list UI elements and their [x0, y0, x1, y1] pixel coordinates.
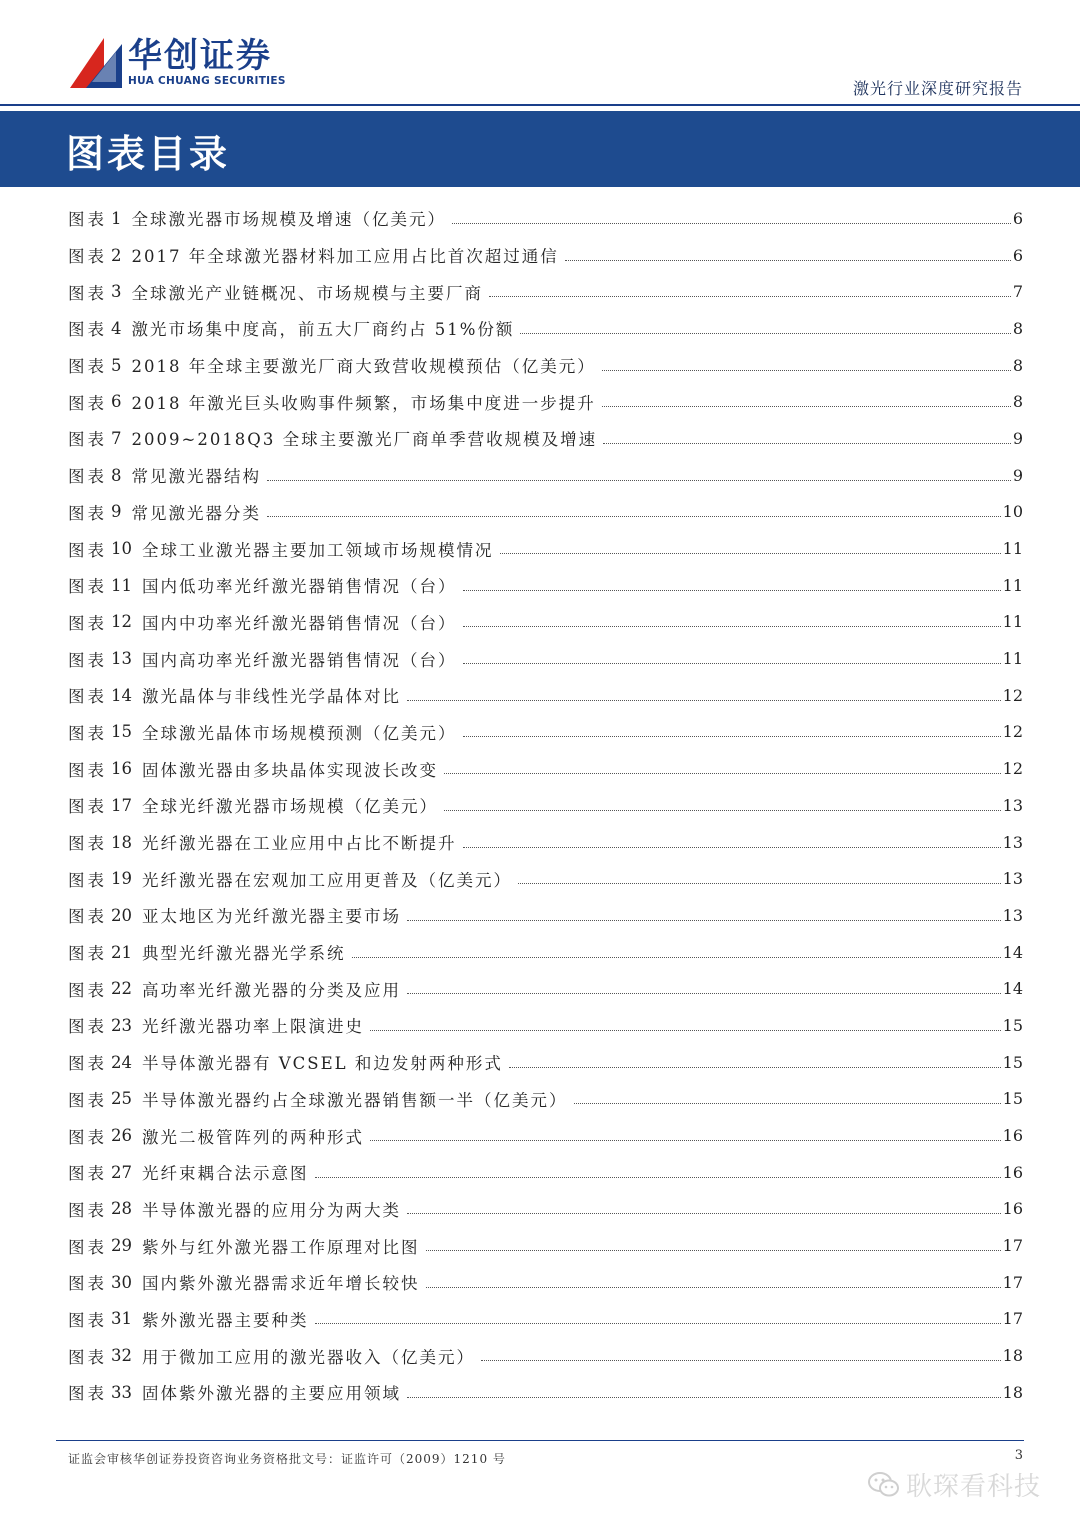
toc-entry-label: 图表: [68, 1310, 107, 1330]
toc-entry-title: 半导体激光器有 VCSEL 和边发射两种形式: [142, 1054, 503, 1074]
toc-entry-label: 图表: [68, 797, 107, 817]
toc-entry-label: 图表: [68, 1017, 107, 1037]
toc-entry[interactable]: [68, 200, 1023, 237]
toc-entry-title: 2009~2018Q3 全球主要激光厂商单季营收规模及增速: [131, 430, 598, 450]
toc-entry-page: 11: [1002, 575, 1023, 595]
toc-entry-page: 13: [1002, 869, 1023, 889]
toc-entry[interactable]: [68, 273, 1023, 310]
toc-entry[interactable]: [68, 1227, 1023, 1264]
toc-entry-page: 13: [1002, 832, 1023, 852]
toc-entry-title: 典型光纤激光器光学系统: [142, 944, 346, 964]
toc-entry-title: 光纤激光器在宏观加工应用更普及（亿美元）: [142, 870, 512, 890]
brand-name-en: HUA CHUANG SECURITIES: [128, 75, 286, 87]
toc-entry-title: 固体紫外激光器的主要应用领域: [142, 1384, 401, 1404]
toc-entry[interactable]: [68, 1044, 1023, 1081]
toc-entry-page: 14: [1002, 942, 1023, 962]
toc-entry[interactable]: [68, 310, 1023, 347]
toc-entry-number: 30: [111, 1272, 132, 1292]
toc-entry-label: 图表: [68, 357, 107, 377]
toc-entry-title: 紫外与红外激光器工作原理对比图: [142, 1237, 420, 1257]
toc-entry-label: 图表: [68, 430, 107, 450]
toc-entry-title: 国内低功率光纤激光器销售情况（台）: [142, 577, 457, 597]
toc-entry-page: 9: [1012, 465, 1023, 485]
toc-entry-page: 15: [1002, 1015, 1023, 1035]
toc-entry-label: 图表: [68, 1274, 107, 1294]
toc-entry[interactable]: [68, 567, 1023, 604]
toc-entry-label: 图表: [68, 247, 107, 267]
toc-dot-leader: [463, 736, 1001, 737]
toc-entry-number: 8: [111, 465, 122, 485]
toc-entry-label: 图表: [68, 834, 107, 854]
toc-entry-page: 16: [1002, 1199, 1023, 1219]
toc-entry-number: 27: [111, 1162, 132, 1182]
toc-entry[interactable]: [68, 677, 1023, 714]
toc-entry-label: 图表: [68, 503, 107, 523]
toc-dot-leader: [426, 1250, 1001, 1251]
toc-dot-leader: [463, 590, 1001, 591]
toc-entry[interactable]: [68, 1337, 1023, 1374]
toc-entry-page: 15: [1002, 1089, 1023, 1109]
toc-entry-title: 高功率光纤激光器的分类及应用: [142, 980, 401, 1000]
toc-dot-leader: [509, 1067, 1001, 1068]
toc-entry-label: 图表: [68, 980, 107, 1000]
toc-entry-label: 图表: [68, 1090, 107, 1110]
toc-entry-title: 半导体激光器的应用分为两大类: [142, 1200, 401, 1220]
toc-entry-title: 2017 年全球激光器材料加工应用占比首次超过通信: [131, 247, 559, 267]
toc-entry-number: 29: [111, 1236, 132, 1256]
toc-entry-page: 10: [1002, 502, 1023, 522]
toc-entry[interactable]: [68, 1264, 1023, 1301]
toc-entry-number: 17: [111, 795, 132, 815]
toc-entry-page: 16: [1002, 1162, 1023, 1182]
watermark: [868, 1466, 1041, 1503]
toc-entry[interactable]: [68, 640, 1023, 677]
toc-entry-number: 24: [111, 1052, 132, 1072]
toc-entry-number: 16: [111, 759, 132, 779]
toc-entry-page: 8: [1012, 355, 1023, 375]
toc-entry-title: 半导体激光器约占全球激光器销售额一半（亿美元）: [142, 1090, 568, 1110]
toc-entry[interactable]: [68, 347, 1023, 384]
toc-dot-leader: [267, 516, 1001, 517]
toc-entry-page: 11: [1002, 539, 1023, 559]
toc-dot-leader: [352, 957, 1001, 958]
toc-entry-title: 全球工业激光器主要加工领域市场规模情况: [142, 540, 494, 560]
toc-entry[interactable]: [68, 1374, 1023, 1411]
toc-entry[interactable]: [68, 530, 1023, 567]
toc-entry-number: 25: [111, 1089, 132, 1109]
toc-dot-leader: [426, 1287, 1001, 1288]
toc-dot-leader: [407, 1213, 1001, 1214]
toc-entry-number: 12: [111, 612, 132, 632]
watermark-text: 耿琛看科技: [906, 1472, 1042, 1502]
toc-entry[interactable]: [68, 237, 1023, 274]
toc-entry-title: 全球激光产业链概况、市场规模与主要厂商: [131, 283, 483, 303]
toc-dot-leader: [407, 700, 1001, 701]
toc-entry-label: 图表: [68, 283, 107, 303]
toc-entry-page: 18: [1002, 1346, 1023, 1366]
toc-entry-page: 7: [1012, 282, 1023, 302]
toc-entry[interactable]: [68, 383, 1023, 420]
toc-entry-label: 图表: [68, 1384, 107, 1404]
toc-entry-number: 11: [111, 575, 132, 595]
toc-dot-leader: [463, 626, 1001, 627]
toc-dot-leader: [489, 296, 1011, 297]
toc-entry-label: 图表: [68, 870, 107, 890]
toc-dot-leader: [407, 920, 1001, 921]
toc-entry-number: 7: [111, 428, 122, 448]
toc-entry-page: 6: [1012, 245, 1023, 265]
toc-entry[interactable]: [68, 934, 1023, 971]
toc-entry[interactable]: [68, 824, 1023, 861]
toc-entry-label: 图表: [68, 907, 107, 927]
header-divider: [0, 104, 1080, 106]
toc-dot-leader: [444, 810, 1001, 811]
toc-entry-page: 17: [1002, 1236, 1023, 1256]
toc-dot-leader: [603, 443, 1011, 444]
toc-entry-page: 8: [1012, 318, 1023, 338]
toc-entry-label: 图表: [68, 577, 107, 597]
toc-entry[interactable]: [68, 1081, 1023, 1118]
toc-entry-number: 13: [111, 649, 132, 669]
toc-entry-title: 国内中功率光纤激光器销售情况（台）: [142, 613, 457, 633]
toc-entry-number: 19: [111, 869, 132, 889]
toc-entry-number: 26: [111, 1126, 132, 1146]
toc-entry-title: 光纤束耦合法示意图: [142, 1164, 309, 1184]
toc-entry-page: 12: [1002, 685, 1023, 705]
toc-entry-title: 用于微加工应用的激光器收入（亿美元）: [142, 1347, 475, 1367]
toc-entry-title: 2018 年全球主要激光厂商大致营收规模预估（亿美元）: [131, 357, 596, 377]
section-title: 图表目录: [66, 132, 231, 176]
toc-entry-number: 9: [111, 502, 122, 522]
hua-chuang-logo-icon: [70, 38, 122, 88]
toc-entry-title: 亚太地区为光纤激光器主要市场: [142, 907, 401, 927]
toc-entry-title: 紫外激光器主要种类: [142, 1310, 309, 1330]
toc-entry-title: 固体激光器由多块晶体实现波长改变: [142, 760, 438, 780]
toc-entry-label: 图表: [68, 760, 107, 780]
toc-entry-number: 2: [111, 245, 122, 265]
toc-entry-title: 激光二极管阵列的两种形式: [142, 1127, 364, 1147]
toc-entry-label: 图表: [68, 467, 107, 487]
toc-entry[interactable]: [68, 1154, 1023, 1191]
toc-entry[interactable]: [68, 604, 1023, 641]
toc-entry[interactable]: [68, 787, 1023, 824]
toc-entry-number: 1: [111, 208, 122, 228]
toc-entry-title: 国内紫外激光器需求近年增长较快: [142, 1274, 420, 1294]
toc-entry-label: 图表: [68, 723, 107, 743]
section-banner: [0, 111, 1080, 187]
toc-entry-label: 图表: [68, 1347, 107, 1367]
toc-entry[interactable]: [68, 897, 1023, 934]
toc-dot-leader: [602, 406, 1011, 407]
toc-entry[interactable]: [68, 1191, 1023, 1228]
toc-entry[interactable]: [68, 1117, 1023, 1154]
toc-entry-label: 图表: [68, 613, 107, 633]
toc-entry[interactable]: [68, 1007, 1023, 1044]
toc-dot-leader: [518, 883, 1001, 884]
toc-entry-page: 12: [1002, 759, 1023, 779]
brand-name-cn: 华创证券: [128, 36, 272, 76]
toc-entry-page: 12: [1002, 722, 1023, 742]
toc-entry-number: 31: [111, 1309, 132, 1329]
toc-entry-title: 激光晶体与非线性光学晶体对比: [142, 687, 401, 707]
toc-entry[interactable]: [68, 1301, 1023, 1338]
toc-dot-leader: [407, 993, 1001, 994]
figure-toc-list: [68, 200, 1023, 1411]
footer-divider: [56, 1440, 1024, 1441]
toc-dot-leader: [444, 773, 1001, 774]
toc-entry-title: 全球光纤激光器市场规模（亿美元）: [142, 797, 438, 817]
toc-dot-leader: [565, 260, 1011, 261]
toc-entry-number: 22: [111, 979, 132, 999]
toc-entry[interactable]: [68, 494, 1023, 531]
toc-entry-number: 20: [111, 905, 132, 925]
toc-entry-label: 图表: [68, 393, 107, 413]
toc-entry[interactable]: [68, 970, 1023, 1007]
toc-entry-label: 图表: [68, 650, 107, 670]
toc-entry[interactable]: [68, 714, 1023, 751]
toc-entry-page: 17: [1002, 1309, 1023, 1329]
toc-entry-page: 13: [1002, 795, 1023, 815]
toc-entry-number: 18: [111, 832, 132, 852]
toc-dot-leader: [315, 1177, 1001, 1178]
toc-entry-title: 常见激光器结构: [131, 467, 261, 487]
toc-entry-label: 图表: [68, 1164, 107, 1184]
report-title: 激光行业深度研究报告: [852, 79, 1023, 98]
toc-entry-number: 5: [111, 355, 122, 375]
toc-dot-leader: [370, 1030, 1001, 1031]
toc-dot-leader: [500, 553, 1001, 554]
toc-entry[interactable]: [68, 750, 1023, 787]
toc-entry-page: 15: [1002, 1052, 1023, 1072]
toc-entry-number: 4: [111, 318, 122, 338]
toc-entry-title: 光纤激光器功率上限演进史: [142, 1017, 364, 1037]
toc-entry-label: 图表: [68, 1127, 107, 1147]
toc-entry-number: 3: [111, 282, 122, 302]
footer-license-text: 证监会审核华创证券投资咨询业务资格批文号：证监许可（2009）1210 号: [68, 1452, 506, 1466]
toc-entry-page: 9: [1012, 428, 1023, 448]
toc-dot-leader: [407, 1397, 1001, 1398]
toc-entry-number: 28: [111, 1199, 132, 1219]
toc-entry-title: 2018 年激光巨头收购事件频繁，市场集中度进一步提升: [131, 393, 596, 413]
toc-dot-leader: [520, 333, 1010, 334]
toc-entry-page: 17: [1002, 1272, 1023, 1292]
toc-entry-number: 33: [111, 1382, 132, 1402]
toc-entry-label: 图表: [68, 320, 107, 340]
toc-entry-page: 18: [1002, 1382, 1023, 1402]
toc-entry-number: 32: [111, 1346, 132, 1366]
wechat-icon: [868, 1471, 900, 1499]
toc-entry-number: 21: [111, 942, 132, 962]
toc-entry-page: 11: [1002, 612, 1023, 632]
toc-entry-page: 13: [1002, 905, 1023, 925]
toc-dot-leader: [267, 480, 1011, 481]
toc-dot-leader: [463, 663, 1001, 664]
toc-entry-label: 图表: [68, 1200, 107, 1220]
toc-entry-page: 11: [1002, 649, 1023, 669]
toc-dot-leader: [481, 1360, 1001, 1361]
toc-entry-number: 14: [111, 685, 132, 705]
page-header: [0, 0, 1080, 108]
toc-entry[interactable]: [68, 457, 1023, 494]
toc-entry-label: 图表: [68, 687, 107, 707]
toc-entry-label: 图表: [68, 540, 107, 560]
toc-entry-number: 15: [111, 722, 132, 742]
toc-entry-label: 图表: [68, 1237, 107, 1257]
page-number: 3: [1014, 1448, 1023, 1463]
toc-entry-page: 14: [1002, 979, 1023, 999]
toc-dot-leader: [463, 847, 1001, 848]
toc-entry-page: 16: [1002, 1126, 1023, 1146]
toc-entry-label: 图表: [68, 1054, 107, 1074]
toc-entry-page: 8: [1012, 392, 1023, 412]
toc-entry-label: 图表: [68, 944, 107, 964]
toc-entry-page: 6: [1012, 208, 1023, 228]
toc-entry-title: 全球激光晶体市场规模预测（亿美元）: [142, 723, 457, 743]
toc-entry-title: 光纤激光器在工业应用中占比不断提升: [142, 834, 457, 854]
toc-entry-title: 激光市场集中度高，前五大厂商约占 51%份额: [131, 320, 515, 340]
toc-entry-number: 6: [111, 392, 122, 412]
toc-entry[interactable]: [68, 420, 1023, 457]
toc-dot-leader: [602, 370, 1011, 371]
toc-dot-leader: [370, 1140, 1001, 1141]
toc-dot-leader: [315, 1323, 1001, 1324]
toc-entry-title: 全球激光器市场规模及增速（亿美元）: [131, 210, 446, 230]
toc-dot-leader: [574, 1103, 1001, 1104]
toc-dot-leader: [452, 223, 1011, 224]
toc-entry-number: 10: [111, 539, 132, 559]
toc-entry[interactable]: [68, 860, 1023, 897]
toc-entry-number: 23: [111, 1015, 132, 1035]
toc-entry-title: 国内高功率光纤激光器销售情况（台）: [142, 650, 457, 670]
toc-entry-label: 图表: [68, 210, 107, 230]
toc-entry-title: 常见激光器分类: [131, 503, 261, 523]
